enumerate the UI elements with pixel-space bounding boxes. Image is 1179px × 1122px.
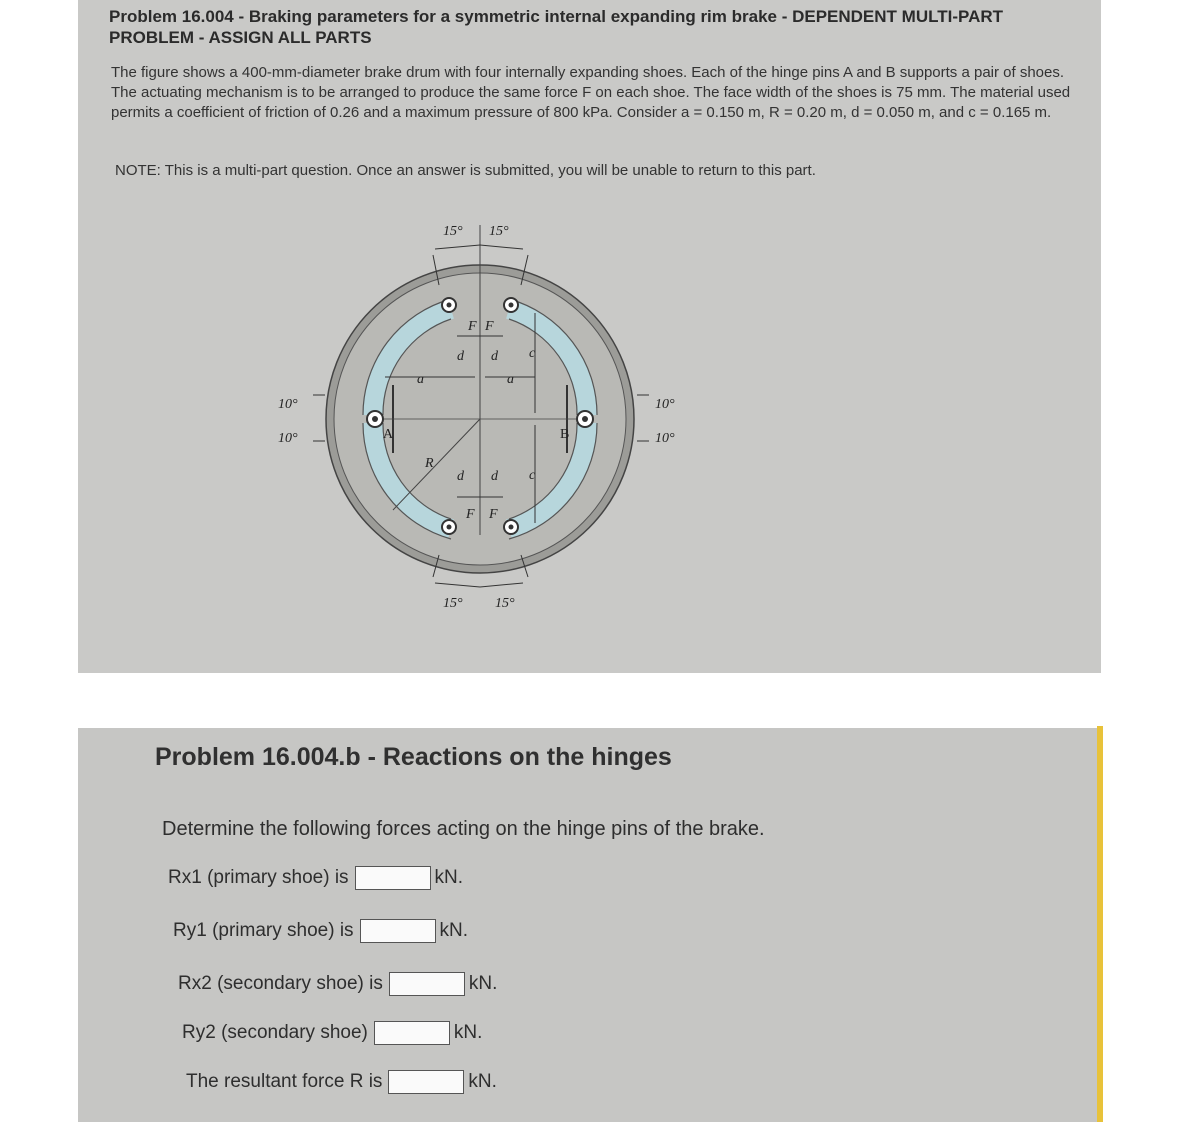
label-d-bottom-left: d [457,469,464,484]
brake-diagram [193,205,713,625]
problem-description: The figure shows a 400-mm-diameter brake drum with four internally expanding shoes. Each of the hinge pins A and B supports a pair of shoes. The actuating mechanism is to be arranged to produce the same force F on each shoe. The face width of the shoes is 75 mm. The material used permits a coefficient of friction of 0.26 and a maximum pressure of 800 kPa. Consider a = 0.150 m, R = 0.20 m, d = 0.050 m, and c = 0.165 m. [111,64,1071,121]
label-radius: R [425,456,434,471]
resultant-label: The resultant force R is [186,1071,383,1092]
rx1-unit: kN. [434,867,464,888]
active-indicator-bar [1097,726,1103,1122]
resultant-unit: kN. [468,1071,497,1092]
problem-panel [78,0,1101,673]
angle-left-lower: 10° [278,431,298,446]
label-f-top-right: F [485,319,494,334]
label-a-right: a [507,372,514,387]
problem-title: Problem 16.004 - Braking parameters for a symmetric internal expanding rim brake - DEPENDENT MULTI-PART PROBLEM - ASSIGN ALL PARTS [109,7,1004,47]
label-hinge-a: A [383,427,394,442]
label-f-bottom-left: F [466,507,475,522]
ry2-input[interactable] [374,1021,450,1045]
rx1-label: Rx1 (primary shoe) is [168,867,349,888]
ry2-unit: kN. [453,1022,483,1043]
rx2-label: Rx2 (secondary shoe) is [178,973,383,994]
ry1-row [173,919,468,943]
label-a-left: a [417,372,424,387]
label-d-top-right: d [491,349,498,364]
part-b-heading: Problem 16.004.b - Reactions on the hinges [155,743,672,771]
angle-bottom-right: 15° [495,596,515,611]
resultant-row [186,1070,497,1094]
angle-top-left: 15° [443,224,463,239]
angle-top-right: 15° [489,224,509,239]
brake-figure [193,205,713,625]
angle-right-lower: 10° [655,431,675,446]
ry1-label: Ry1 (primary shoe) is [173,920,354,941]
label-d-bottom-right: d [491,469,498,484]
label-f-bottom-right: F [489,507,498,522]
resultant-input[interactable] [388,1070,464,1094]
part-b-panel [78,728,1101,1122]
ry1-unit: kN. [439,920,469,941]
label-d-top-left: d [457,349,464,364]
angle-bottom-left: 15° [443,596,463,611]
problem-note: NOTE: This is a multi-part question. Once an answer is submitted, you will be unable to return to this part. [115,162,816,179]
part-b-intro: Determine the following forces acting on the hinge pins of the brake. [162,818,765,840]
rx2-input[interactable] [389,972,465,996]
label-f-top-left: F [468,319,477,334]
rx1-input[interactable] [355,866,431,890]
ry1-input[interactable] [360,919,436,943]
angle-left-upper: 10° [278,397,298,412]
rx2-row [178,972,497,996]
rx1-row [168,866,463,890]
ry2-label: Ry2 (secondary shoe) [182,1022,368,1043]
label-c-top: c [529,346,536,361]
ry2-row [182,1021,482,1045]
label-c-bottom: c [529,468,536,483]
angle-right-upper: 10° [655,397,675,412]
rx2-unit: kN. [468,973,498,994]
label-hinge-b: B [560,427,570,442]
